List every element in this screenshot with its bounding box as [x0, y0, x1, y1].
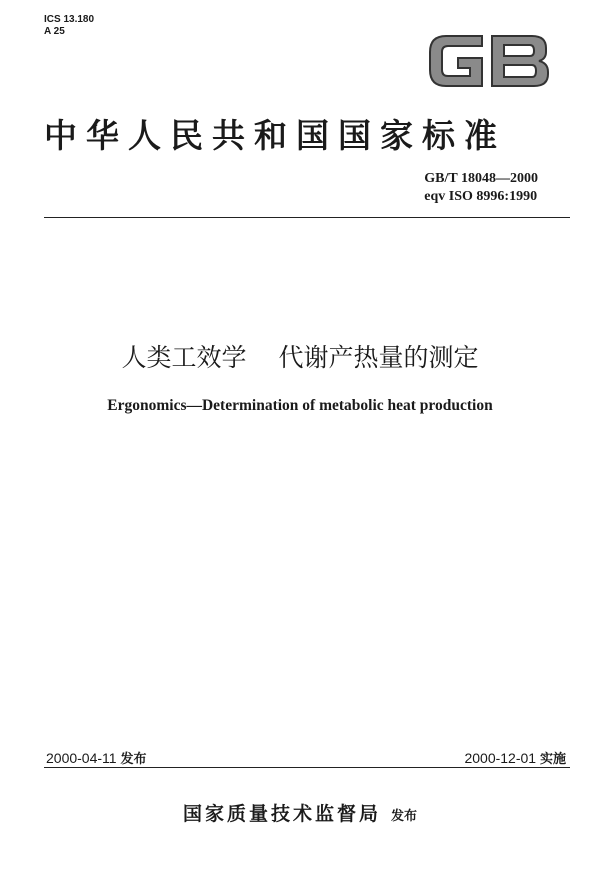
ics-code: ICS 13.180 [44, 14, 95, 25]
classification-codes [44, 14, 94, 38]
english-title: Ergonomics—Determination of metabolic heat production [107, 397, 493, 414]
publisher-line [0, 799, 600, 826]
publisher-action: 发布 [391, 809, 418, 824]
implementation-date-value: 2000-12-01 [464, 750, 537, 766]
issue-date-value: 2000-04-11 [46, 750, 117, 766]
standard-number: GB/T 18048—2000 [424, 171, 538, 186]
issue-date [46, 748, 146, 767]
iso-equivalence: eqv ISO 8996:1990 [424, 189, 538, 204]
ccs-code: A 25 [44, 26, 65, 37]
publisher-name: 国家质量技术监督局 [182, 803, 381, 825]
chinese-title-part1: 人类工效学 [121, 343, 247, 372]
top-divider [44, 217, 570, 218]
bottom-divider [44, 767, 570, 768]
implementation-label: 实施 [539, 752, 566, 767]
implementation-date [464, 748, 566, 767]
gb-logo [424, 30, 554, 92]
chinese-title-part2: 代谢产热量的测定 [278, 343, 479, 372]
standard-number-block [424, 170, 538, 206]
national-standard-title: 中华人民共和国国家标准 [44, 116, 506, 155]
chinese-title [0, 338, 600, 374]
issue-label: 发布 [120, 752, 147, 767]
